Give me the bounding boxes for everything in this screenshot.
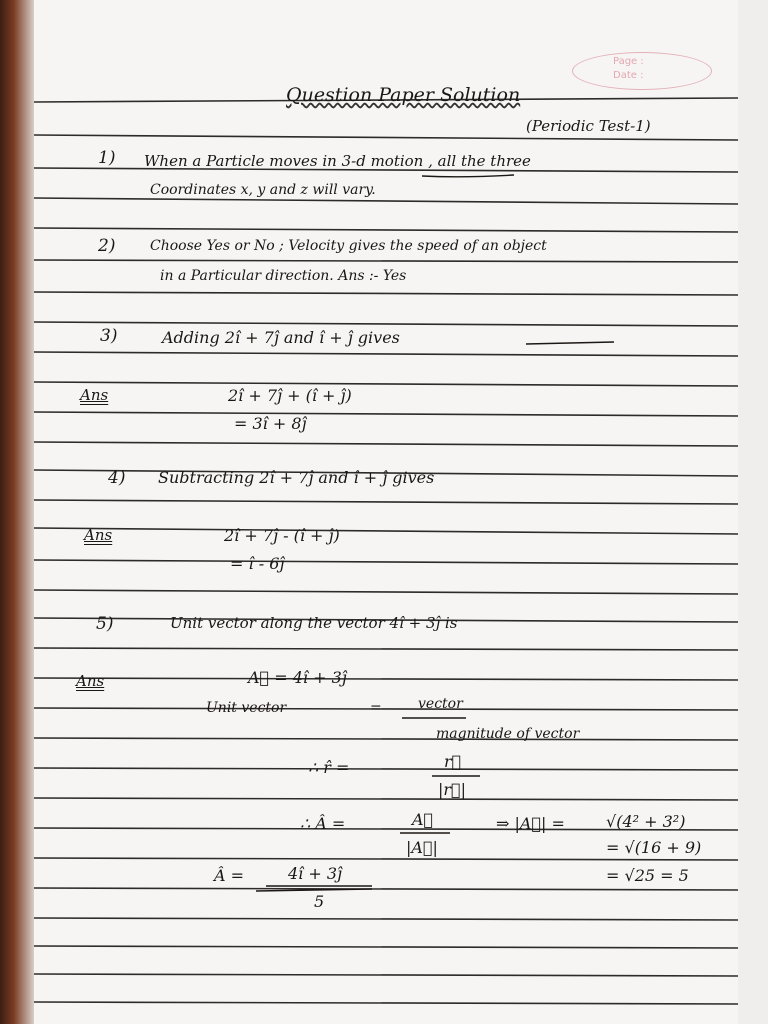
q5-unit-vector-label: Unit vector [206,700,287,716]
q5-number: 5) [96,614,114,634]
q5-equals: = [370,700,382,716]
q5-final-denominator: 5 [314,892,325,911]
q5-a-hat-denominator: |A⃗| [406,838,438,857]
q5-magnitude-lhs: ⇒ |A⃗| = [496,814,565,833]
q2-line1: Choose Yes or No ; Velocity gives the speed of an object [150,238,547,254]
q5-a-hat-lhs: ∴ Â = [300,814,346,833]
q2-line2: in a Particular direction. Ans :- Yes [160,268,407,284]
q4-number: 4) [108,468,126,488]
q5-ans-label: Ans [76,672,105,690]
q5-magnitude-step2: = √(16 + 9) [606,838,702,857]
q2-number: 2) [98,236,116,256]
q4-question: Subtracting 2î + 7ĵ and î + ĵ gives [158,468,435,487]
q5-magnitude-step3: = √25 = 5 [606,866,689,885]
stamp-date-label: Date : [613,70,644,81]
q4-ans-label: Ans [84,526,113,544]
q1-number: 1) [98,148,116,168]
q5-r-hat-denominator: |r⃗| [438,780,467,799]
q5-fraction-denominator: magnitude of vector [436,726,580,742]
q3-question: Adding 2î + 7ĵ and î + ĵ gives [162,328,400,347]
q5-fraction-numerator: vector [418,696,463,712]
q3-ans-label: Ans [80,386,109,404]
q4-step2: = î - 6ĵ [230,554,285,573]
page-date-stamp [572,52,712,90]
q1-line2: Coordinates x, y and z will vary. [150,182,376,198]
q5-r-hat-numerator: r⃗ [444,752,462,771]
q5-a-hat-numerator: A⃗ [412,810,434,829]
notebook-page [34,0,738,1024]
q1-line1: When a Particle moves in 3-d motion , all the three [144,152,531,170]
q5-vector-definition: A⃗ = 4î + 3ĵ [248,668,347,687]
q4-step1: 2î + 7ĵ - (î + ĵ) [224,526,340,545]
q3-step1: 2î + 7ĵ + (î + ĵ) [228,386,352,405]
q5-final-numerator: 4î + 3ĵ [288,864,343,883]
page-subtitle: (Periodic Test-1) [526,117,651,135]
stamp-page-label: Page : [613,56,644,67]
q5-final-lhs: Â = [214,866,245,885]
q5-question: Unit vector along the vector 4î + 3ĵ is [170,614,458,632]
q5-magnitude-step1: √(4² + 3²) [606,812,686,831]
binder-edge [0,0,34,1024]
q3-step2: = 3î + 8ĵ [234,414,307,433]
page-right-margin [738,0,768,1024]
page-title: Question Paper Solution [286,84,521,106]
q3-number: 3) [100,326,118,346]
q5-r-hat-lhs: ∴ r̂ = [308,758,350,777]
